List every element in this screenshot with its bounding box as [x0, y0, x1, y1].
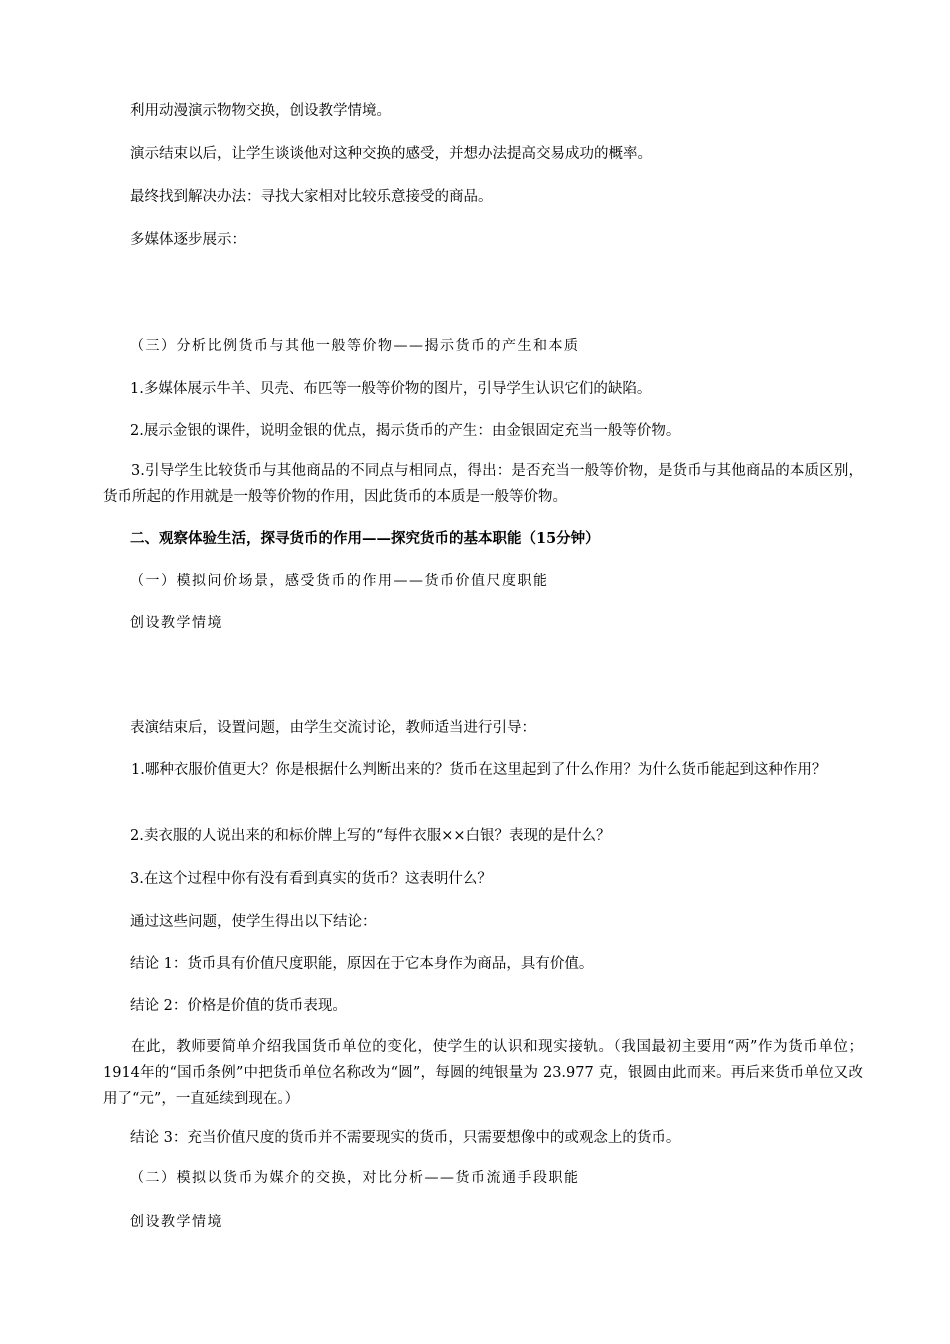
conclusion-item: 结论 1：货币具有价值尺度职能，原因在于它本身作为商品，具有价值。	[130, 956, 594, 972]
question-item: 2.卖衣服的人说出来的和标价牌上写的“每件衣服××白银？表现的是什么？	[130, 828, 611, 844]
text-line: 多媒体逐步展示：	[130, 232, 246, 248]
question-item: 1.哪种衣服价值更大？你是根据什么判断出来的？货币在这里起到了什么作用？为什么货币能起到这种作用？	[131, 762, 827, 778]
conclusion-item: 结论 3：充当价值尺度的货币并不需要现实的货币，只需要想像中的或观念上的货币。	[130, 1130, 681, 1146]
text-line: 利用动漫演示物物交换，创设教学情境。	[130, 103, 391, 119]
conclusion-item: 结论 2：价格是价值的货币表现。	[130, 998, 347, 1014]
question-item: 3.在这个过程中你有没有看到真实的货币？这表明什么？	[130, 871, 492, 887]
list-item: 2.展示金银的课件，说明金银的优点，揭示货币的产生：由金银固定充当一般等价物。	[130, 423, 681, 439]
text-line: 创设教学情境	[130, 615, 223, 631]
section-2-heading: （二）模拟以货币为媒介的交换，对比分析——货币流通手段职能	[130, 1170, 580, 1186]
text-line: 通过这些问题，使学生得出以下结论：	[130, 914, 377, 930]
text-line: 演示结束以后，让学生谈谈他对这种交换的感受，并想办法提高交易成功的概率。	[130, 146, 652, 162]
history-paragraph: 在此，教师要简单介绍我国货币单位的变化，使学生的认识和现实接轨。（我国最初主要用“两”作为货币单位；1914年的“国币条例”中把货币单位名称改为“圆”，每圆的纯银量为 23.977 克，银圆由此而来。再后来货币单位又改用了“元”，一直延续到现在。）	[103, 1039, 863, 1107]
list-item: 1.多媒体展示牛羊、贝壳、布匹等一般等价物的图片，引导学生认识它们的缺陷。	[130, 381, 652, 397]
section-3-heading: （三）分析比例货币与其他一般等价物——揭示货币的产生和本质	[130, 338, 580, 354]
list-item: 3.引导学生比较货币与其他商品的不同点与相同点，得出：是否充当一般等价物，是货币与其他商品的本质区别，货币所起的作用就是一般等价物的作用，因此货币的本质是一般等价物。	[103, 463, 863, 505]
part-2-heading: 二、观察体验生活，探寻货币的作用——探究货币的基本职能（15分钟）	[130, 530, 600, 547]
text-line: 表演结束后，设置问题，由学生交流讨论，教师适当进行引导：	[130, 720, 536, 736]
section-1-heading: （一）模拟问价场景，感受货币的作用——货币价值尺度职能	[130, 573, 549, 589]
text-line: 最终找到解决办法：寻找大家相对比较乐意接受的商品。	[130, 189, 493, 205]
text-line: 创设教学情境	[130, 1214, 223, 1230]
